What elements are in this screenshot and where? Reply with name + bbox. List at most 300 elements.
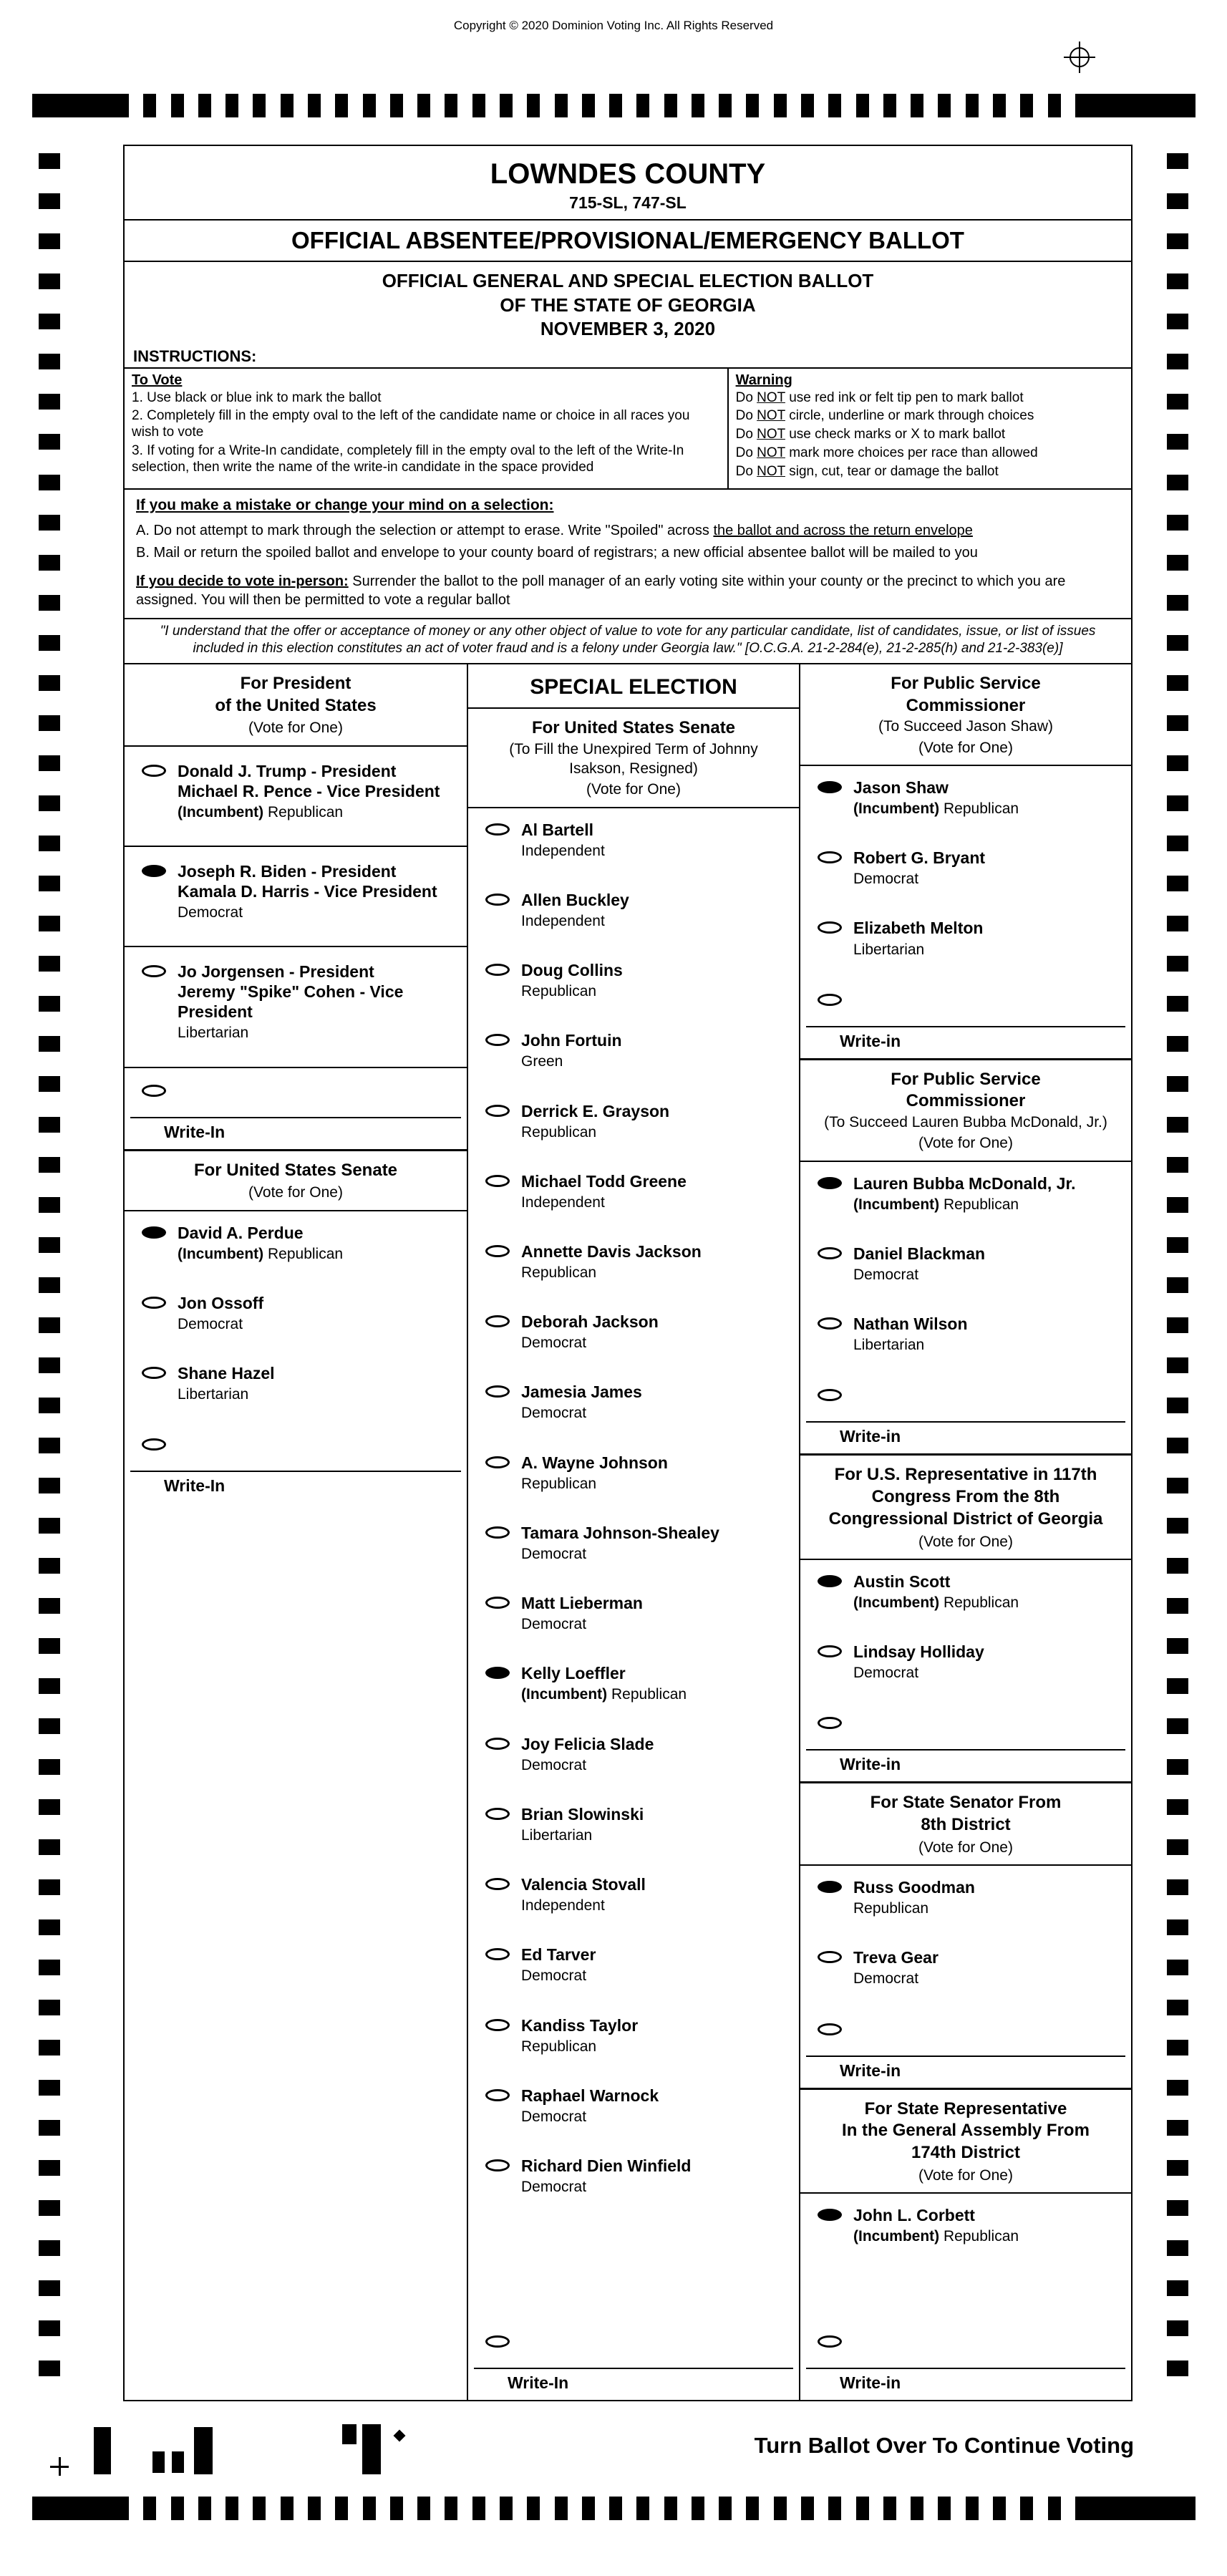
timing-mark (1167, 153, 1188, 169)
timing-strip-bottom (32, 2497, 1196, 2520)
candidate-name: Jo Jorgensen - President (178, 962, 374, 982)
contest-header (125, 1151, 467, 1211)
candidate-info (521, 1241, 702, 1282)
marked-oval[interactable] (485, 1667, 510, 1679)
timing-mark (719, 94, 732, 117)
timing-mark (1167, 1718, 1188, 1734)
candidate-party: Democrat (521, 1967, 587, 1985)
candidate-oval[interactable] (485, 1808, 510, 1820)
timing-mark (39, 1919, 60, 1935)
timing-mark (993, 94, 1006, 117)
timing-mark (1167, 1277, 1188, 1293)
candidate-oval[interactable] (818, 1645, 842, 1657)
candidate-info (178, 1363, 275, 1403)
alignment-bar (94, 2427, 111, 2474)
timing-mark (993, 2497, 1006, 2520)
timing-mark (308, 94, 321, 117)
election-date: NOVEMBER 3, 2020 (540, 317, 716, 339)
contest-columns (125, 663, 1131, 2400)
candidate-row (468, 878, 799, 949)
timing-mark (1167, 1518, 1188, 1534)
write-in-oval[interactable] (818, 1717, 842, 1729)
candidate-name: Elizabeth Melton (853, 919, 984, 938)
timing-mark (1167, 1759, 1188, 1775)
marked-oval[interactable] (142, 1226, 166, 1239)
candidate-name: Shane Hazel (178, 1364, 275, 1383)
candidate-row (800, 1302, 1131, 1372)
candidate-row (468, 1019, 799, 1089)
candidate-oval[interactable] (485, 1948, 510, 1960)
candidate-row (468, 1652, 799, 1722)
candidate-oval[interactable] (485, 1385, 510, 1398)
candidate-party: Republican (853, 1900, 929, 1917)
timing-mark (39, 1277, 60, 1293)
timing-mark (39, 1960, 60, 1975)
timing-mark (225, 94, 238, 117)
timing-mark (555, 94, 568, 117)
contest-title: In the General Assembly From (842, 2121, 1090, 2141)
candidate-row (468, 808, 799, 878)
write-in-oval[interactable] (485, 2335, 510, 2348)
timing-mark (198, 2497, 211, 2520)
candidate-row (125, 847, 467, 947)
candidate-info (521, 1312, 659, 1352)
timing-mark (1167, 475, 1188, 490)
candidate-party: Republican (521, 2038, 597, 2055)
candidate-row (468, 1582, 799, 1652)
timing-mark (1167, 314, 1188, 329)
timing-mark (390, 94, 403, 117)
candidate-info (521, 1874, 646, 1914)
candidate-party: Independent (521, 842, 605, 859)
candidate-row (468, 1723, 799, 1793)
candidate-row (468, 2144, 799, 2214)
candidate-info (521, 960, 623, 1000)
timing-mark (1167, 2360, 1188, 2376)
warning-instruction: Do NOT use check marks or X to mark ballot (735, 427, 1006, 442)
timing-mark (636, 2497, 649, 2520)
timing-mark (1167, 2120, 1188, 2136)
candidate-info (521, 890, 629, 930)
timing-mark (253, 2497, 266, 2520)
contest-title: For U.S. Representative in 117th (834, 1465, 1097, 1485)
candidate-oval[interactable] (818, 851, 842, 863)
candidate-name: Austin Scott (853, 1572, 951, 1591)
write-in-oval[interactable] (818, 2023, 842, 2035)
candidate-party: Libertarian (521, 1826, 593, 1844)
timing-mark (1167, 354, 1188, 369)
write-in-label: Write-In (164, 1122, 225, 1141)
timing-mark (39, 555, 60, 571)
timing-mark (39, 715, 60, 731)
candidate-oval[interactable] (485, 2019, 510, 2031)
candidate-row (800, 836, 1131, 906)
write-in-label: Write-In (508, 2373, 569, 2392)
timing-mark (801, 2497, 814, 2520)
timing-mark (664, 94, 677, 117)
candidate-name: Michael Todd Greene (521, 1171, 687, 1191)
marked-oval[interactable] (818, 1177, 842, 1189)
candidate-info (521, 1945, 596, 1985)
candidate-party: Republican (521, 1475, 597, 1492)
mistake-instructions (125, 490, 1131, 618)
candidate-name: Richard Dien Winfield (521, 2156, 692, 2176)
timing-mark (39, 635, 60, 651)
candidate-oval[interactable] (142, 765, 166, 777)
timing-mark (856, 2497, 869, 2520)
candidate-info (521, 820, 605, 860)
turn-ballot-over-note: Turn Ballot Over To Continue Voting (754, 2433, 1134, 2458)
candidate-info (853, 778, 1019, 818)
timing-mark (308, 2497, 321, 2520)
candidate-name: Donald J. Trump - President (178, 761, 397, 780)
candidate-oval[interactable] (485, 964, 510, 976)
candidate-info (853, 848, 985, 888)
candidate-list (800, 1162, 1131, 1373)
candidate-row (468, 949, 799, 1019)
timing-mark (1167, 1438, 1188, 1453)
candidate-party: (Incumbent) Republican (521, 1686, 687, 1703)
candidate-oval[interactable] (818, 1951, 842, 1963)
timing-mark (253, 94, 266, 117)
contest-note: (To Fill the Unexpired Term of Johnny (509, 740, 758, 757)
marked-oval[interactable] (818, 2209, 842, 2221)
candidate-list (125, 747, 467, 1068)
vote-for-note: (Vote for One) (918, 2166, 1013, 2184)
warning-section (729, 369, 1131, 488)
candidate-oval[interactable] (485, 894, 510, 906)
vote-for-note: (Vote for One) (918, 1839, 1013, 1856)
candidate-oval[interactable] (818, 1317, 842, 1330)
write-in-oval-row (800, 2007, 1131, 2040)
candidate-name: Robert G. Bryant (853, 848, 986, 868)
contest-title: of the United States (215, 695, 377, 715)
candidate-oval[interactable] (485, 1878, 510, 1890)
timing-mark (39, 1678, 60, 1694)
candidate-info (521, 2086, 659, 2126)
candidate-party: Democrat (853, 871, 919, 888)
candidate-party: (Incumbent) Republican (853, 800, 1019, 818)
timing-mark (39, 515, 60, 531)
timing-mark (39, 1799, 60, 1815)
timing-block (1075, 94, 1196, 117)
contest-for-president-of-the-united-states (125, 664, 467, 1149)
candidate-oval[interactable] (485, 1738, 510, 1750)
timing-mark (1167, 1197, 1188, 1213)
timing-mark (171, 2497, 184, 2520)
candidate-row (800, 1630, 1131, 1700)
in-person-text: Surrender the ballot to the poll manager of an early voting site within your county or the precinct to which you are assigned. You will then be permitted to vote a regular ballot (136, 573, 1066, 608)
candidate-name: Brian Slowinski (521, 1804, 644, 1824)
contest-for-state-representative-in-the-general-assembly-from-174th-district (800, 2088, 1131, 2400)
timing-mark (39, 2320, 60, 2336)
timing-mark (445, 2497, 457, 2520)
timing-mark (1167, 1117, 1188, 1133)
timing-mark (39, 1638, 60, 1654)
candidate-info (853, 1877, 975, 1917)
timing-mark (719, 2497, 732, 2520)
candidate-oval[interactable] (142, 965, 166, 977)
election-title-line2: OF THE STATE OF GEORGIA (500, 294, 756, 316)
candidate-oval[interactable] (818, 921, 842, 934)
candidate-name: Raphael Warnock (521, 2086, 659, 2105)
candidate-info (521, 1382, 642, 1422)
candidate-oval[interactable] (142, 1297, 166, 1309)
timing-mark (39, 1076, 60, 1092)
candidate-row (468, 1933, 799, 2003)
timing-mark (1167, 1398, 1188, 1413)
write-in-oval-row (125, 1422, 467, 1455)
timing-mark (1167, 956, 1188, 972)
candidate-name: Tamara Johnson-Shealey (521, 1523, 719, 1542)
timing-mark (828, 2497, 841, 2520)
warning-title: Warning (735, 372, 792, 388)
write-in-oval[interactable] (818, 994, 842, 1006)
timing-mark (1167, 2240, 1188, 2256)
mistake-item-b: B. Mail or return the spoiled ballot and envelope to your county board of registrars; a new official absentee ballot will be mailed to you (136, 544, 978, 561)
candidate-row (468, 2004, 799, 2074)
candidate-row (468, 1863, 799, 1933)
instructions-label: INSTRUCTIONS: (133, 347, 257, 365)
timing-mark (692, 94, 704, 117)
candidate-list (800, 1866, 1131, 2006)
write-in-label: Write-in (840, 1031, 901, 1050)
timing-mark (1167, 1799, 1188, 1815)
candidate-name: Treva Gear (853, 1948, 939, 1967)
write-in-oval[interactable] (142, 1438, 166, 1451)
candidate-party: Independent (521, 1897, 605, 1914)
candidate-row (800, 1866, 1131, 1936)
candidate-party: Democrat (521, 2179, 587, 2196)
candidate-info (521, 1101, 669, 1141)
timing-mark (39, 354, 60, 369)
timing-mark (39, 1478, 60, 1493)
contest-header (800, 1783, 1131, 1866)
contest-title: For President (240, 673, 351, 693)
timing-mark (39, 1317, 60, 1333)
alignment-bar (172, 2451, 184, 2473)
timing-mark (335, 2497, 348, 2520)
timing-mark (1167, 2080, 1188, 2096)
candidate-row (468, 1160, 799, 1230)
candidate-row (800, 1162, 1131, 1232)
alignment-bar (152, 2451, 165, 2473)
write-in-block (125, 1422, 467, 1503)
to-vote-title: To Vote (132, 372, 183, 388)
candidate-party: Democrat (521, 2108, 587, 2125)
timing-mark (39, 956, 60, 972)
timing-mark (39, 2360, 60, 2376)
timing-mark (390, 2497, 403, 2520)
to-vote-section (125, 369, 729, 488)
timing-mark (1167, 1076, 1188, 1092)
contest-header (125, 664, 467, 747)
candidate-row (468, 1441, 799, 1511)
contest-for-united-states-senate (125, 1149, 467, 1504)
candidate-oval[interactable] (485, 1315, 510, 1327)
candidate-info (853, 1947, 939, 1987)
timing-mark (1020, 2497, 1033, 2520)
write-in-block (800, 977, 1131, 1058)
candidate-party: Democrat (178, 904, 243, 921)
election-title-line1: OFFICIAL GENERAL AND SPECIAL ELECTION BALLOT (382, 270, 874, 291)
write-in-block (800, 2319, 1131, 2400)
candidate-party: Democrat (853, 1665, 919, 1682)
timing-mark (39, 1879, 60, 1895)
candidate-oval[interactable] (485, 823, 510, 836)
marked-oval[interactable] (818, 1881, 842, 1893)
felony-statement: "I understand that the offer or acceptance of money or any other object of value to vote for any particular candidate, list of candidates, issue, or list of issues included in this election constitutes an act of voter fraud and is a felony under Georgia law." [O.C.G.A. 21-2-284(e), 21-2-285(h) and 21-2-383(e)] (125, 618, 1131, 663)
timing-block (1075, 2497, 1196, 2520)
contest-header (800, 2090, 1131, 2194)
timing-mark (1167, 1919, 1188, 1935)
timing-mark (1167, 1839, 1188, 1855)
timing-mark (39, 193, 60, 209)
candidate-info (853, 1642, 984, 1682)
candidate-party: Democrat (521, 1756, 587, 1773)
timing-mark (445, 94, 457, 117)
candidate-info (853, 918, 983, 958)
write-in-oval[interactable] (818, 2335, 842, 2348)
contest-title: For State Representative (864, 2098, 1067, 2119)
timing-mark (527, 94, 540, 117)
candidate-name: Kelly Loeffler (521, 1664, 626, 1683)
write-in-block (800, 1372, 1131, 1453)
timing-mark (39, 595, 60, 611)
timing-mark (198, 94, 211, 117)
timing-mark (335, 94, 348, 117)
candidate-oval[interactable] (485, 1526, 510, 1539)
candidate-party: Democrat (521, 1405, 587, 1422)
candidate-row (125, 1211, 467, 1282)
timing-mark (664, 2497, 677, 2520)
candidate-name: John L. Corbett (853, 2206, 975, 2224)
timing-mark (774, 94, 787, 117)
timing-mark (938, 94, 951, 117)
write-in-label: Write-in (840, 1755, 901, 1774)
timing-mark (636, 94, 649, 117)
candidate-info (178, 761, 440, 821)
marked-oval[interactable] (818, 1575, 842, 1587)
timing-mark (1048, 2497, 1061, 2520)
timing-column-right (1167, 153, 1188, 2377)
timing-mark (39, 1759, 60, 1775)
timing-mark (39, 475, 60, 490)
candidate-name: Doug Collins (521, 961, 623, 980)
candidate-info (853, 1173, 1076, 1214)
timing-mark (1167, 1478, 1188, 1493)
candidate-party: Green (521, 1053, 563, 1070)
candidate-oval[interactable] (485, 1175, 510, 1187)
timing-mark (39, 1558, 60, 1574)
candidate-party: Democrat (853, 1970, 919, 1987)
contest-header (468, 709, 799, 808)
candidate-party: Democrat (178, 1315, 243, 1332)
timing-mark (1167, 233, 1188, 249)
candidate-party: Libertarian (853, 1337, 925, 1354)
timing-mark (39, 273, 60, 289)
timing-mark (1167, 273, 1188, 289)
candidate-row (468, 1511, 799, 1582)
candidate-oval[interactable] (485, 1034, 510, 1046)
contest-for-public-service-commissioner (800, 664, 1131, 1058)
timing-mark (1167, 515, 1188, 531)
candidate-list (125, 1211, 467, 1423)
candidate-info (178, 962, 460, 1042)
timing-mark (417, 94, 430, 117)
timing-mark (39, 314, 60, 329)
timing-mark (1020, 94, 1033, 117)
write-in-block (800, 1700, 1131, 1781)
candidate-name: Deborah Jackson (521, 1312, 659, 1332)
candidate-oval[interactable] (142, 1367, 166, 1379)
candidate-info (521, 1734, 654, 1774)
registration-crosshair-icon (1062, 40, 1097, 74)
timing-mark (856, 94, 869, 117)
candidate-name: John Fortuin (521, 1031, 622, 1050)
timing-mark (883, 94, 896, 117)
timing-mark (1048, 94, 1061, 117)
ballot-style-codes: 715-SL, 747-SL (569, 193, 687, 212)
timing-mark (801, 94, 814, 117)
candidate-row (468, 1793, 799, 1863)
timing-mark (911, 94, 923, 117)
marked-oval[interactable] (818, 781, 842, 793)
timing-mark (39, 876, 60, 891)
timing-mark (39, 1357, 60, 1373)
write-in-block (468, 2319, 799, 2400)
candidate-oval[interactable] (485, 1105, 510, 1117)
candidate-oval[interactable] (485, 1245, 510, 1257)
write-in-oval-row (800, 977, 1131, 1010)
candidate-row (125, 947, 467, 1067)
candidate-oval[interactable] (485, 2089, 510, 2101)
marked-oval[interactable] (142, 865, 166, 877)
write-in-oval[interactable] (818, 1389, 842, 1401)
candidate-party: Republican (521, 983, 597, 1000)
timing-mark (1167, 1558, 1188, 1574)
candidate-oval[interactable] (485, 2159, 510, 2171)
candidate-oval[interactable] (485, 1456, 510, 1468)
candidate-row (468, 1230, 799, 1300)
candidate-party: Libertarian (178, 1386, 249, 1403)
timing-mark (39, 795, 60, 811)
candidate-info (521, 2156, 691, 2196)
timing-mark (39, 1718, 60, 1734)
candidate-oval[interactable] (818, 1247, 842, 1259)
timing-mark (883, 2497, 896, 2520)
vote-for-note: (Vote for One) (918, 739, 1013, 756)
timing-mark (363, 94, 376, 117)
contest-title: 8th District (921, 1815, 1011, 1835)
vote-for-note: (Vote for One) (248, 1184, 343, 1201)
timing-mark (1167, 996, 1188, 1012)
timing-mark (39, 1197, 60, 1213)
timing-mark (1167, 1317, 1188, 1333)
registration-plus-icon (50, 2457, 69, 2476)
timing-mark (281, 2497, 294, 2520)
candidate-oval[interactable] (485, 1597, 510, 1609)
candidate-party: Democrat (853, 1267, 919, 1283)
candidate-name: Jamesia James (521, 1383, 642, 1402)
candidate-name: Allen Buckley (521, 890, 629, 909)
timing-mark (472, 94, 485, 117)
contest-for-united-states-senate (468, 709, 799, 2400)
timing-mark (472, 2497, 485, 2520)
timing-mark (746, 94, 759, 117)
write-in-oval[interactable] (142, 1085, 166, 1097)
candidate-row (468, 1300, 799, 1370)
